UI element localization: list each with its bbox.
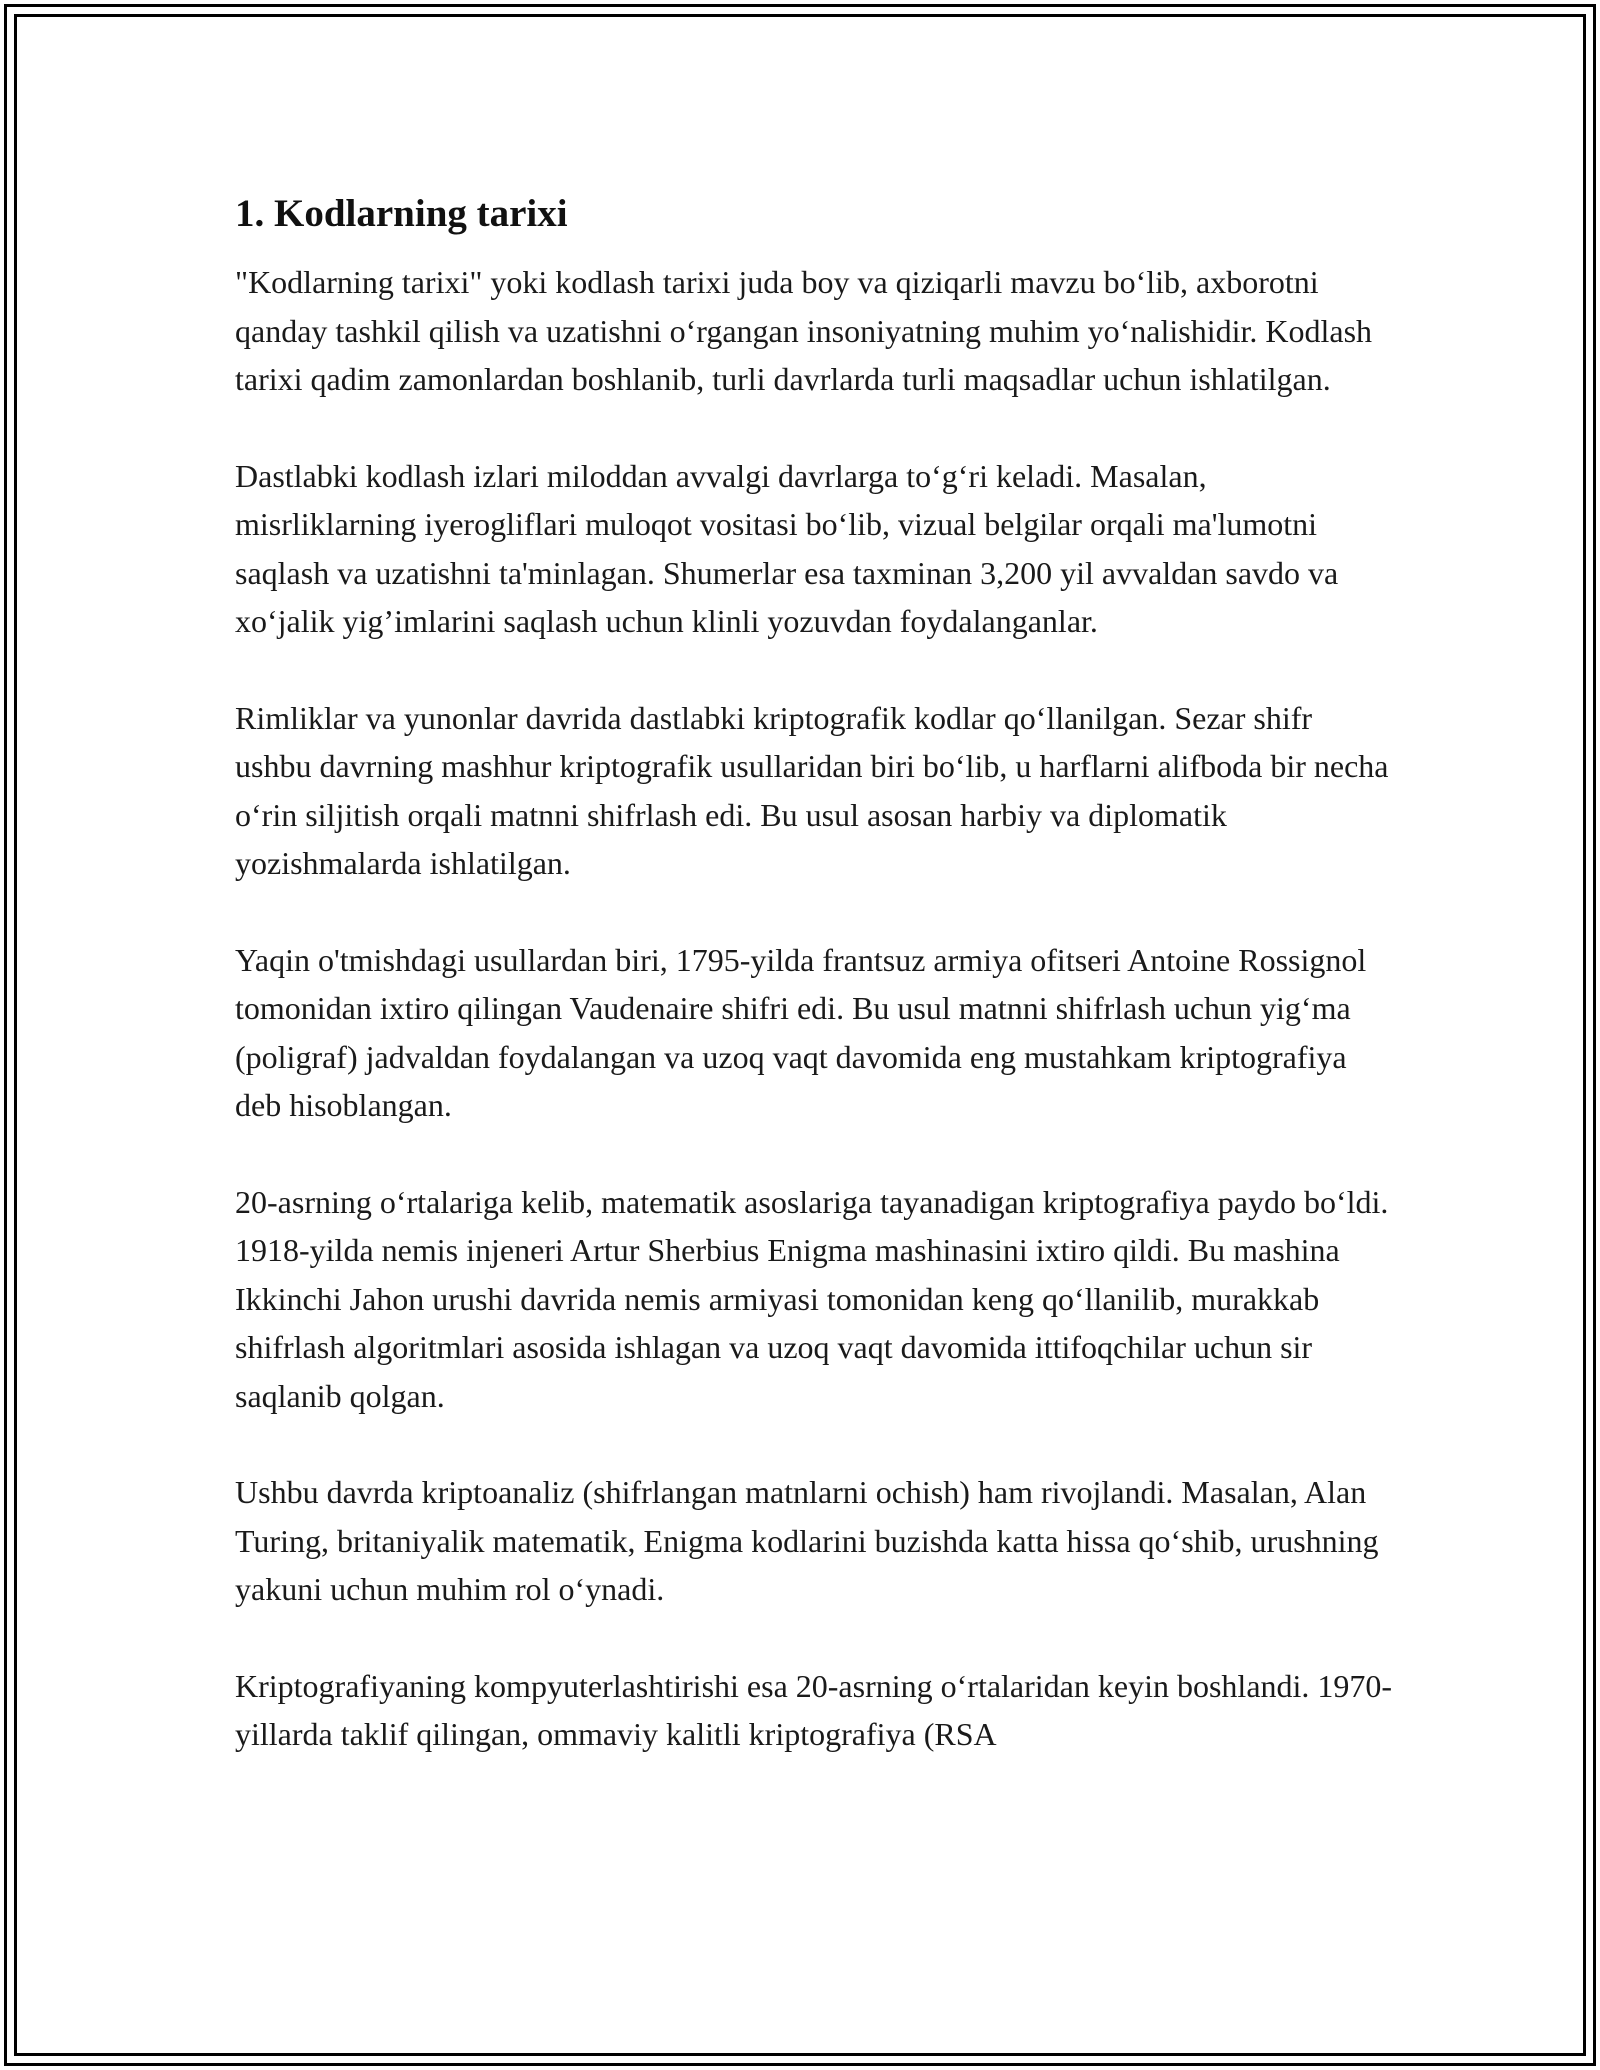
paragraph-recent-past: Yaqin o'tmishdagi usullardan biri, 1795-yilda frantsuz armiya ofitseri Antoine Rossignol tomonidan ixtiro qilingan Vaudenaire shifri edi. Bu usul matnni shifrlash uchun yig‘ma (poligraf) jadvaldan foydalangan va uzoq vaqt davomida eng mustahkam kriptografiya deb hisoblangan.: [235, 941, 1367, 1123]
paragraph-cryptanalysis: Ushbu davrda kriptoanaliz (shifrlangan matnlarni ochish) ham rivojlandi. Masalan, Alan Turing, britaniyalik matematik, Enigma kodlarini buzishda katta hissa qo‘shib, urushning yakuni uchun muhim rol o‘ynadi.: [235, 1474, 1379, 1607]
paragraph-intro: "Kodlarning tarixi" yoki kodlash tarixi juda boy va qiziqarli mavzu bo‘lib, axborotni qanday tashkil qilish va uzatishni o‘rgangan insoniyatning muhim yo‘nalishidir. Kodlash tarixi qadim zamonlardan boshlanib, turli davrlarda turli maqsadlar uchun ishlatilgan.: [235, 264, 1373, 397]
section-heading: 1. Kodlarning tarixi: [235, 192, 568, 235]
paragraph-early-coding: Dastlabki kodlash izlari miloddan avvalgi davrlarga to‘g‘ri keladi. Masalan, misrliklarning iyerogliflari muloqot vositasi bo‘lib, vizual belgilar orqali ma'lumotni saqlash va uzatishni ta'minlagan. Shumerlar esa taxminan 3,200 yil avvaldan savdo va xo‘jalik yig’imlarini saqlash uchun klinli yozuvdan foydalanganlar.: [235, 457, 1339, 639]
paragraph-computerization: Kriptografiyaning kompyuterlashtirishi esa 20-asrning o‘rtalaridan keyin boshlandi. 1970-yillarda taklif qilingan, ommaviy kalitli kriptografiya (RSA: [235, 1667, 1393, 1752]
paragraph-20th-century: 20-asrning o‘rtalariga kelib, matematik asoslariga tayanadigan kriptografiya paydo bo‘ldi. 1918-yilda nemis injeneri Artur Sherbius Enigma mashinasini ixtiro qildi. Bu mashina Ikkinchi Jahon urushi davrida nemis armiyasi tomonidan keng qo‘llanilib, murakkab shifrlash algoritmlari asosida ishlagan va uzoq vaqt davomida ittifoqchilar uchun sir saqlanib qolgan.: [235, 1183, 1389, 1414]
document-body: [235, 184, 1395, 1759]
paragraph-romans-greeks: Rimliklar va yunonlar davrida dastlabki kriptografik kodlar qo‘llanilgan. Sezar shifr ushbu davrning mashhur kriptografik usullaridan biri bo‘lib, u harflarni alifboda bir necha o‘rin siljitish orqali matnni shifrlash edi. Bu usul asosan harbiy va diplomatik yozishmalarda ishlatilgan.: [235, 699, 1389, 881]
